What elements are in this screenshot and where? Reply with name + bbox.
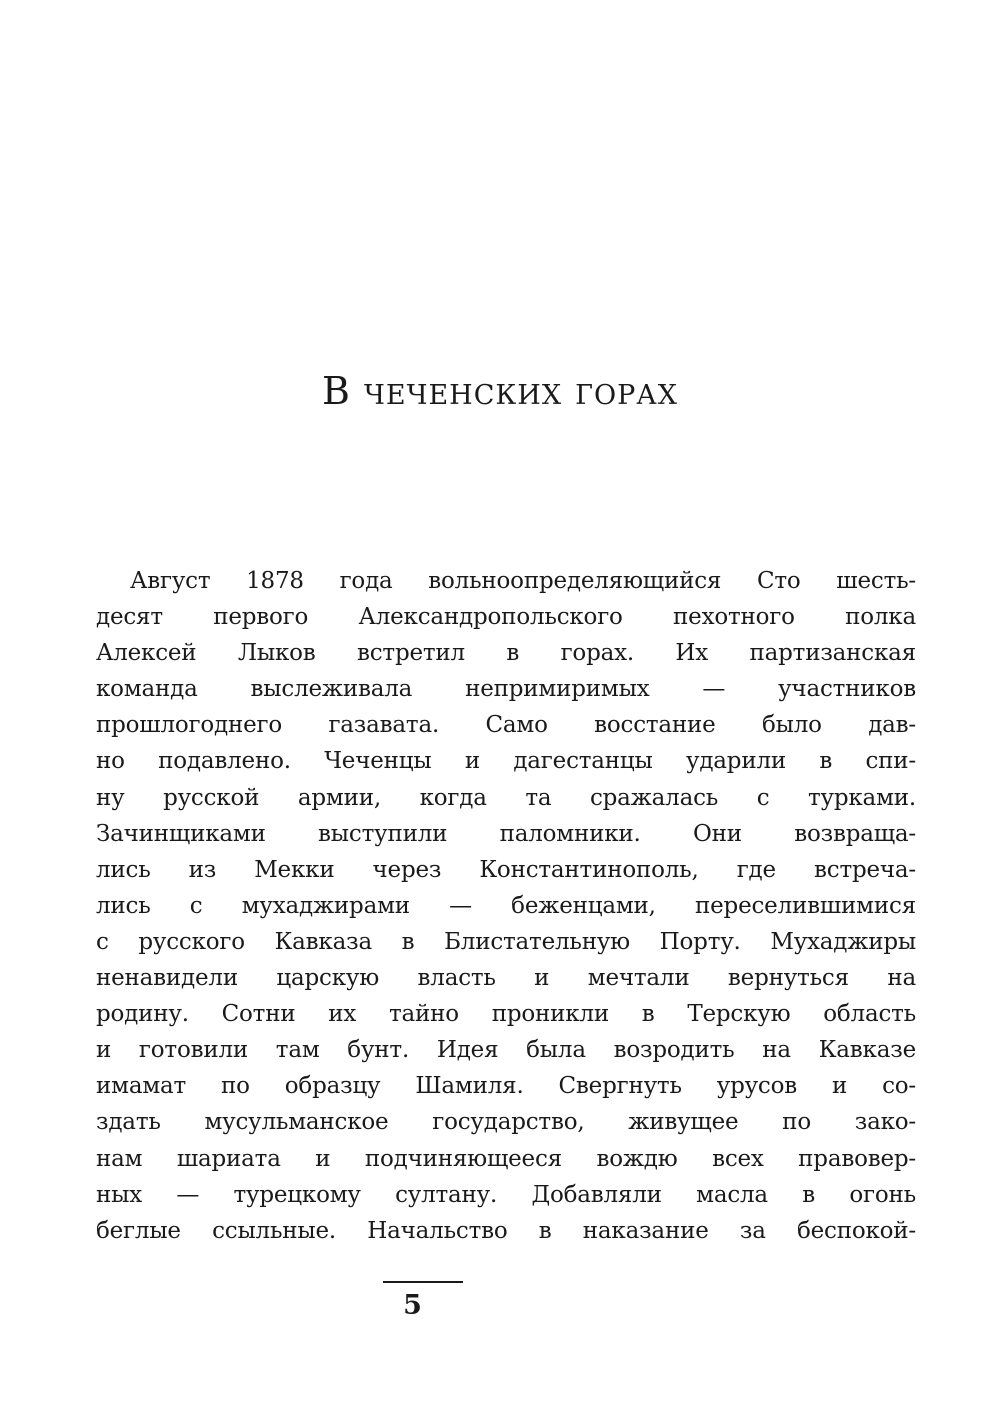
text-line: ных — турецкому султану. Добавляли масла в огонь xyxy=(96,1181,916,1208)
text-line: Алексей Лыков встретил в горах. Их партизанская xyxy=(96,640,916,667)
footer-divider xyxy=(383,1281,463,1283)
text-line: и готовили там бунт. Идея была возродить на Кавказе xyxy=(96,1037,916,1064)
text-line: нам шариата и подчиняющееся вождю всех правовер- xyxy=(96,1145,916,1172)
page-number: 5 xyxy=(403,1290,422,1321)
text-line: но подавлено. Чеченцы и дагестанцы ударили в спи- xyxy=(96,748,916,775)
text-line: родину. Сотни их тайно проникли в Терскую область xyxy=(96,1001,916,1028)
text-line: имамат по образцу Шамиля. Свергнуть урусов и со- xyxy=(96,1073,916,1100)
text-line: здать мусульманское государство, живущее по зако- xyxy=(96,1109,916,1136)
text-line: прошлогоднего газавата. Само восстание было дав- xyxy=(96,712,916,739)
text-line: лись из Мекки через Константинополь, где встреча- xyxy=(96,856,916,883)
text-line: с русского Кавказа в Блистательную Порту. Мухаджиры xyxy=(96,928,916,955)
text-line: ну русской армии, когда та сражалась с турками. xyxy=(96,784,916,811)
text-line: беглые ссыльные. Начальство в наказание за беспокой- xyxy=(96,1217,916,1244)
text-line: команда выслеживала непримиримых — участников xyxy=(96,676,916,703)
text-line: десят первого Александропольского пехотного полка xyxy=(96,604,916,631)
text-line: ненавидели царскую власть и мечтали вернуться на xyxy=(96,965,916,992)
text-line: лись с мухаджирами — беженцами, переселившимися xyxy=(96,892,916,919)
chapter-title: В чеченских горах xyxy=(322,369,678,413)
body-paragraph xyxy=(96,563,916,1249)
text-line: Зачинщиками выступили паломники. Они возвраща- xyxy=(96,820,916,847)
text-line: Август 1878 года вольноопределяющийся Сто шесть- xyxy=(130,568,916,594)
